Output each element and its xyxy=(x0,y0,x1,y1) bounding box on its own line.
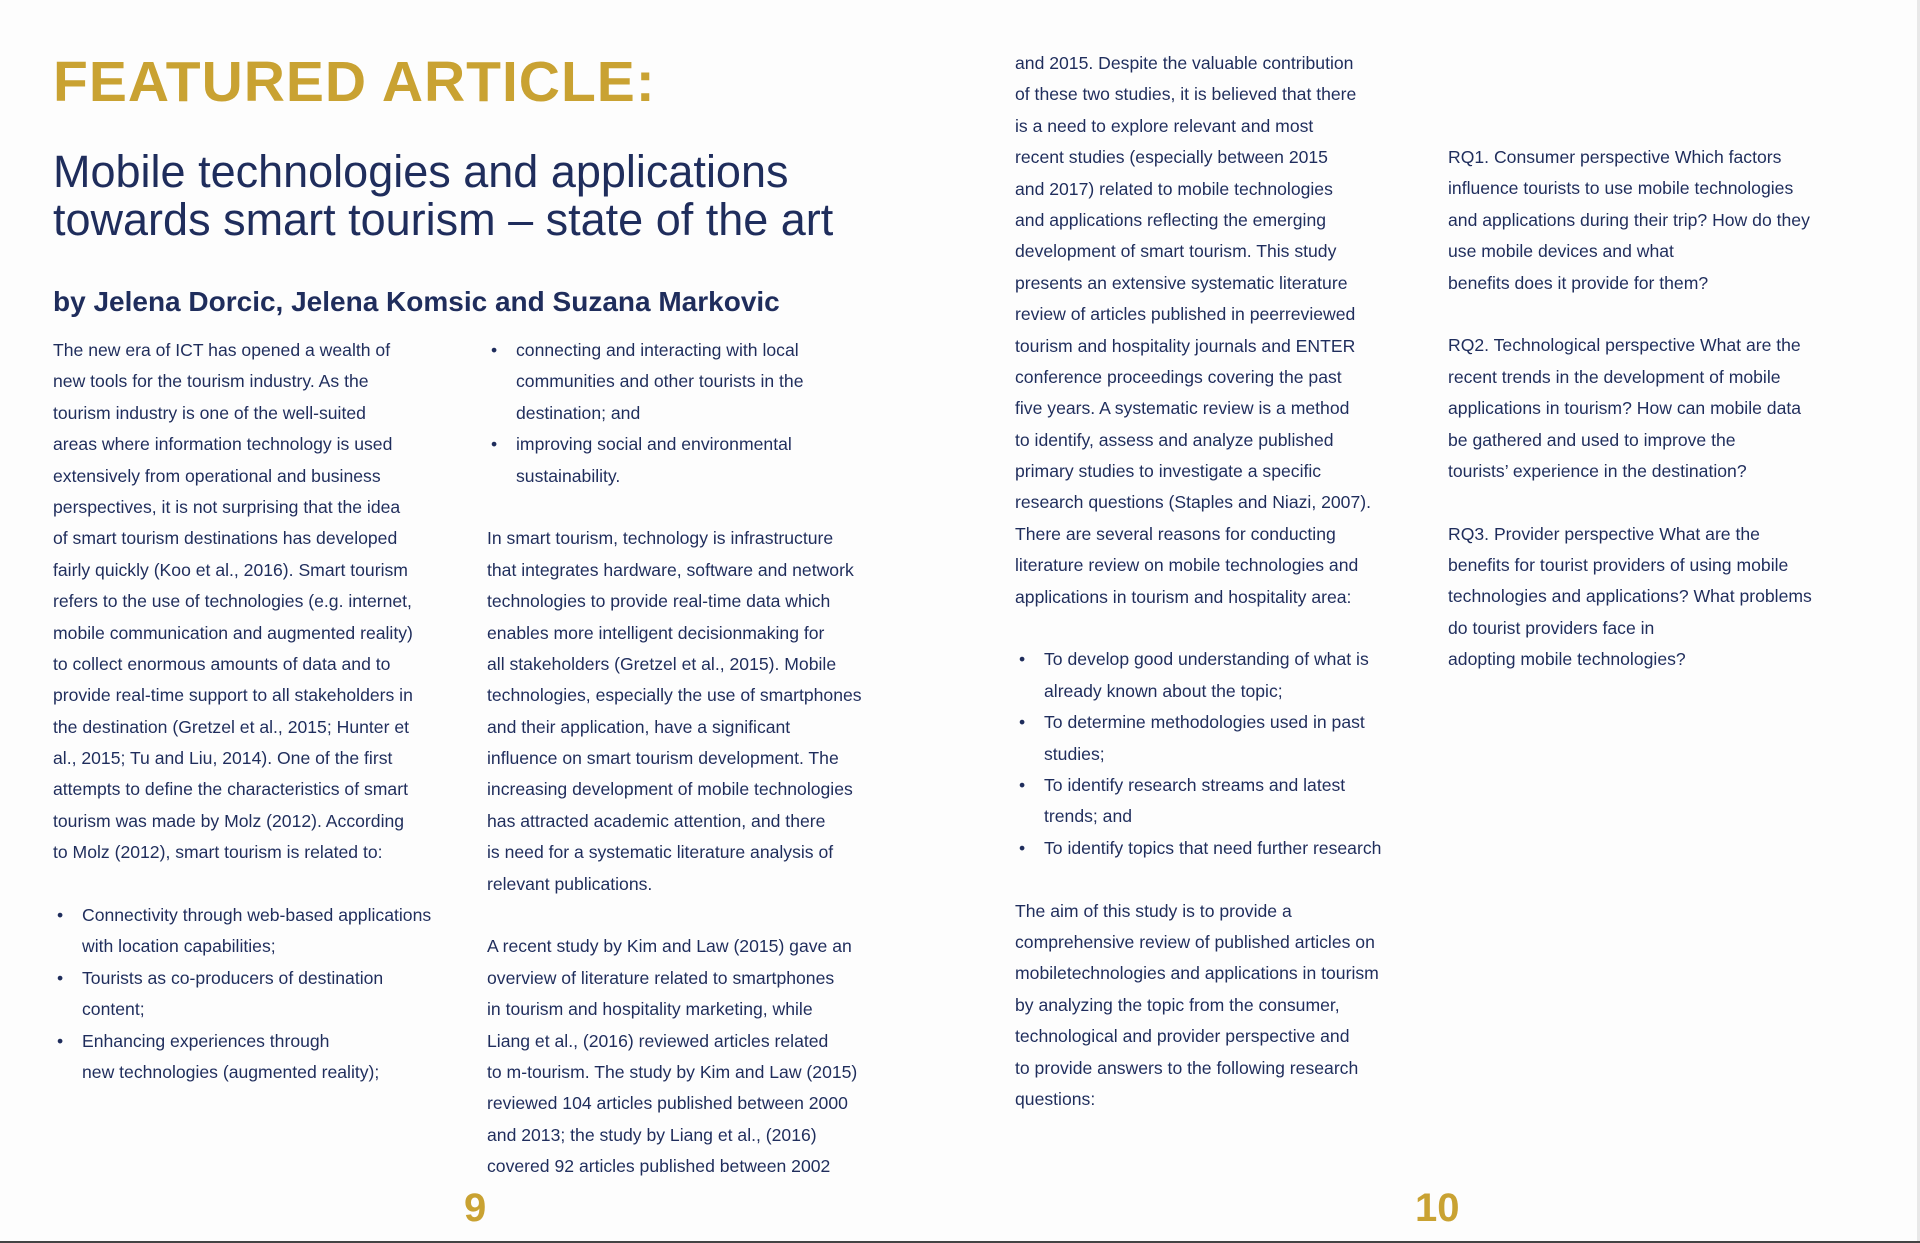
text-line: sustainability. xyxy=(516,465,621,486)
page-number-left: 9 xyxy=(464,1186,487,1230)
text-line: attempts to define the characteristics of smart xyxy=(53,779,408,800)
text-line: Connectivity through web-based applications xyxy=(82,905,432,926)
list-item xyxy=(1015,770,1381,833)
list-item xyxy=(1015,707,1381,770)
text-line: RQ1. Consumer perspective Which factors xyxy=(1448,147,1782,167)
text-line: development of smart tourism. This study xyxy=(1015,241,1337,262)
text-line: Tourists as co-producers of destination xyxy=(82,967,384,988)
text-line: communities and other tourists in the xyxy=(516,371,804,392)
paragraph xyxy=(53,335,431,869)
text-line: extensively from operational and business xyxy=(53,465,381,486)
article-title-line: towards smart tourism – state of the art xyxy=(53,194,834,245)
text-line: all stakeholders (Gretzel et al., 2015). Mobile xyxy=(487,653,837,674)
text-line: To determine methodologies used in past xyxy=(1044,712,1365,733)
text-line: to Molz (2012), smart tourism is related to: xyxy=(53,842,383,863)
text-line: benefits does it provide for them? xyxy=(1448,272,1709,293)
list-item xyxy=(487,429,862,492)
list-item xyxy=(487,335,862,429)
list-item xyxy=(1015,644,1381,707)
text-line: A recent study by Kim and Law (2015) gave an xyxy=(487,936,852,957)
text-line: al., 2015; Tu and Liu, 2014). One of the first xyxy=(53,748,393,769)
list-item xyxy=(1015,833,1381,864)
text-line: and applications reflecting the emerging xyxy=(1015,209,1327,230)
text-line: and applications during their trip? How do they xyxy=(1448,209,1810,230)
text-line: connecting and interacting with local xyxy=(516,340,799,360)
text-column-1 xyxy=(53,335,431,1088)
text-line: to m-tourism. The study by Kim and Law (2015) xyxy=(487,1061,858,1082)
text-line: by analyzing the topic from the consumer, xyxy=(1015,994,1340,1015)
page-number-right: 10 xyxy=(1415,1186,1460,1230)
text-line: benefits for tourist providers of using mobile xyxy=(1448,555,1789,576)
text-line: comprehensive review of published articles on xyxy=(1015,931,1375,952)
text-line: and 2015. Despite the valuable contribution xyxy=(1015,53,1354,73)
text-line: To develop good understanding of what is xyxy=(1044,649,1369,670)
list-item xyxy=(53,1026,431,1089)
text-line: five years. A systematic review is a method xyxy=(1015,398,1350,419)
paragraph xyxy=(487,523,862,900)
text-line: refers to the use of technologies (e.g. internet, xyxy=(53,591,412,612)
text-line: The aim of this study is to provide a xyxy=(1015,900,1292,921)
featured-article-kicker: FEATURED ARTICLE: xyxy=(53,50,656,114)
text-line: studies; xyxy=(1044,743,1105,764)
text-column-3 xyxy=(1015,48,1381,1115)
text-line: and their application, have a significant xyxy=(487,716,791,737)
text-line: There are several reasons for conducting xyxy=(1015,523,1336,544)
text-line: content; xyxy=(82,999,145,1020)
text-line: enables more intelligent decisionmaking for xyxy=(487,622,825,643)
text-line: already known about the topic; xyxy=(1044,680,1283,701)
text-line: Liang et al., (2016) reviewed articles related xyxy=(487,1030,829,1051)
text-line: recent studies (especially between 2015 xyxy=(1015,147,1328,168)
text-line: fairly quickly (Koo et al., 2016). Smart tourism xyxy=(53,559,408,580)
bullet-icon: • xyxy=(57,1030,64,1051)
text-line: destination; and xyxy=(516,402,641,423)
text-line: trends; and xyxy=(1044,806,1133,827)
text-line: new tools for the tourism industry. As the xyxy=(53,371,369,392)
bullet-icon: • xyxy=(1019,649,1026,670)
text-line: technologies to provide real-time data which xyxy=(487,591,831,612)
article-title xyxy=(53,148,833,244)
text-line: reviewed 104 articles published between 2000 xyxy=(487,1093,848,1114)
text-line: and 2017) related to mobile technologies xyxy=(1015,178,1333,199)
text-line: do tourist providers face in xyxy=(1448,617,1655,638)
text-line: the destination (Gretzel et al., 2015; Hunter et xyxy=(53,716,409,737)
article-title-line: Mobile technologies and applications xyxy=(53,146,789,197)
paragraph xyxy=(1015,896,1381,1116)
text-line: technologies and applications? What problems xyxy=(1448,586,1812,607)
text-line: review of articles published in peerreviewed xyxy=(1015,304,1356,325)
text-line: increasing development of mobile technologies xyxy=(487,779,853,800)
bullet-list xyxy=(1015,644,1381,864)
text-line: of these two studies, it is believed that there xyxy=(1015,84,1357,105)
text-line: RQ3. Provider perspective What are the xyxy=(1448,523,1760,544)
bullet-icon: • xyxy=(1019,774,1026,795)
bullet-icon: • xyxy=(1019,712,1026,733)
text-column-2 xyxy=(487,335,862,1183)
text-line: research questions (Staples and Niazi, 2007). xyxy=(1015,492,1371,513)
bullet-list xyxy=(487,335,862,492)
text-line: provide real-time support to all stakeholders in xyxy=(53,685,413,706)
text-line: tourism was made by Molz (2012). According xyxy=(53,810,405,831)
text-line: adopting mobile technologies? xyxy=(1448,649,1686,670)
paragraph xyxy=(1448,142,1812,299)
text-line: of smart tourism destinations has developed xyxy=(53,528,398,549)
text-line: recent trends in the development of mobile xyxy=(1448,366,1781,387)
text-line: literature review on mobile technologies and xyxy=(1015,555,1359,576)
text-line: tourism industry is one of the well-suited xyxy=(53,402,366,423)
text-line: tourism and hospitality journals and ENTER xyxy=(1015,335,1356,356)
text-line: To identify research streams and latest xyxy=(1044,774,1346,795)
text-line: and 2013; the study by Liang et al., (2016) xyxy=(487,1124,817,1145)
list-item xyxy=(53,963,431,1026)
text-line: questions: xyxy=(1015,1088,1096,1109)
text-line: is a need to explore relevant and most xyxy=(1015,115,1314,136)
text-line: Enhancing experiences through xyxy=(82,1030,330,1051)
text-line: new technologies (augmented reality); xyxy=(82,1061,380,1082)
text-line: conference proceedings covering the past xyxy=(1015,366,1342,387)
text-line: mobiletechnologies and applications in tourism xyxy=(1015,963,1379,984)
text-line: technologies, especially the use of smartphones xyxy=(487,685,862,706)
text-line: overview of literature related to smartphones xyxy=(487,967,835,988)
bullet-list xyxy=(53,900,431,1088)
bullet-icon: • xyxy=(491,340,498,360)
paragraph xyxy=(1015,48,1381,613)
text-line: areas where information technology is used xyxy=(53,434,393,455)
text-line: primary studies to investigate a specific xyxy=(1015,461,1322,482)
text-line: applications in tourism and hospitality area: xyxy=(1015,586,1352,607)
text-line: covered 92 articles published between 2002 xyxy=(487,1156,831,1177)
article-byline: by Jelena Dorcic, Jelena Komsic and Suzana Markovic xyxy=(53,286,780,317)
text-line: influence on smart tourism development. The xyxy=(487,748,839,769)
text-line: with location capabilities; xyxy=(82,936,276,957)
text-line: technological and provider perspective and xyxy=(1015,1026,1350,1047)
bullet-icon: • xyxy=(1019,837,1026,858)
text-line: to collect enormous amounts of data and to xyxy=(53,653,391,674)
text-line: relevant publications. xyxy=(487,873,653,894)
text-line: perspectives, it is not surprising that the idea xyxy=(53,496,401,517)
text-line: improving social and environmental xyxy=(516,434,792,455)
text-line: to provide answers to the following research xyxy=(1015,1057,1359,1078)
paragraph xyxy=(487,931,862,1182)
text-line: presents an extensive systematic literature xyxy=(1015,272,1348,293)
text-line: To identify topics that need further research xyxy=(1044,837,1382,858)
paragraph xyxy=(1448,330,1812,487)
text-line: use mobile devices and what xyxy=(1448,241,1674,262)
text-line: applications in tourism? How can mobile data xyxy=(1448,398,1802,419)
text-line: tourists’ experience in the destination? xyxy=(1448,460,1747,481)
text-line: mobile communication and augmented reality) xyxy=(53,622,413,643)
text-column-4 xyxy=(1448,142,1812,676)
text-line: in tourism and hospitality marketing, while xyxy=(487,999,813,1020)
bullet-icon: • xyxy=(57,967,64,988)
text-line: In smart tourism, technology is infrastructure xyxy=(487,528,834,549)
text-line: be gathered and used to improve the xyxy=(1448,429,1736,450)
text-line: The new era of ICT has opened a wealth of xyxy=(53,340,391,360)
text-line: has attracted academic attention, and there xyxy=(487,810,826,831)
text-line: influence tourists to use mobile technologies xyxy=(1448,178,1794,199)
text-line: to identify, assess and analyze published xyxy=(1015,429,1334,450)
text-line: RQ2. Technological perspective What are the xyxy=(1448,335,1801,356)
paragraph xyxy=(1448,519,1812,676)
bullet-icon: • xyxy=(57,905,64,926)
text-line: that integrates hardware, software and network xyxy=(487,559,854,580)
bullet-icon: • xyxy=(491,434,498,455)
text-line: is need for a systematic literature analysis of xyxy=(487,842,834,863)
list-item xyxy=(53,900,431,963)
